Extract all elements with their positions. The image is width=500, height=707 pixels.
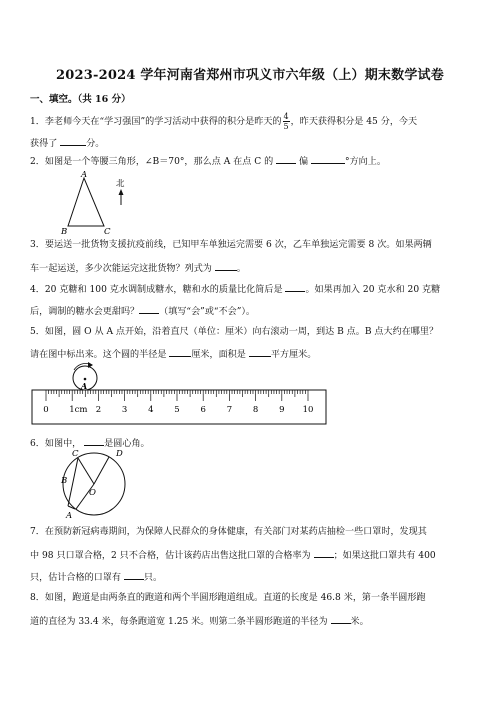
ruler-tick-label: 6 — [200, 405, 206, 415]
question-8-line-2 — [30, 614, 369, 628]
point-o-label: O — [89, 488, 96, 498]
q7-line3-end: 只。 — [143, 573, 163, 583]
segment-co — [78, 458, 94, 484]
point-a-label: A — [66, 511, 73, 521]
q2-text-c: °方向上。 — [345, 157, 386, 167]
ruler-tick-label: 3 — [121, 405, 128, 415]
point-a-label: A — [81, 381, 88, 391]
q1-text-before: 1．李老师今天在“学习强国”的学习活动中获得的积分是昨天的 — [30, 117, 282, 127]
segment-do — [94, 457, 109, 484]
point-d-label: D — [116, 449, 123, 459]
ruler-tick-label: 9 — [279, 405, 285, 415]
page-title: 2023-2024 学年河南省郑州市巩义市六年级（上）期末数学试卷 — [56, 68, 444, 83]
q5-line2-end: 平方厘米。 — [270, 350, 317, 360]
ruler-tick-label: 1cm — [69, 405, 88, 415]
q5-line2-mid: 厘米，面积是 — [191, 350, 246, 360]
point-b-label: B — [61, 476, 68, 486]
vertex-a-label: A — [81, 170, 88, 180]
vertex-c-label: C — [104, 227, 111, 237]
q8-line2-end: 米。 — [350, 617, 369, 627]
vertex-b-label: B — [61, 227, 68, 237]
ruler-tick-label: 0 — [43, 405, 49, 415]
ruler-tick-label: 2 — [95, 405, 102, 415]
q6-text-a: 6．如图中， — [30, 439, 82, 449]
q1-text-after: ，昨天获得积分是 45 分，今天 — [290, 117, 418, 127]
question-8-line-1: 8．如图，跑道是由两条直的跑道和两个半圆形跑道组成。直道的长度是 46.8 米，第一条半圆形跑 — [30, 593, 426, 603]
q2-text-b: 偏 — [298, 157, 309, 167]
q7-line2-end: ；如果这批口罩共有 400 — [333, 551, 436, 561]
q3-line2-end: 。 — [236, 264, 246, 274]
question-7-line-3 — [30, 570, 162, 584]
question-7-line-2 — [30, 548, 436, 562]
point-c-label: C — [72, 449, 79, 459]
q8-line2-start: 道的直径为 33.4 米，每条跑道宽 1.25 米。则第二条半圆形跑道的半径为 — [30, 617, 328, 627]
answer-blank[interactable] — [124, 570, 144, 580]
q5-line2-start: 请在图中标出来。这个圆的半径是 — [30, 350, 167, 360]
q4-line1-end: 。如果再加入 20 克水和 20 克糖 — [305, 285, 441, 295]
q6-text-b: 是圆心角。 — [104, 439, 150, 449]
q1-line2-end: 分。 — [86, 139, 105, 149]
q4-line1-start: 4．20 克糖和 100 克水调制成糖水，糖和水的质量比化简后是 — [30, 285, 283, 295]
q4-line2-start: 后，调制的糖水会更甜吗？ — [30, 307, 140, 317]
q1-line2-start: 获得了 — [30, 139, 58, 149]
answer-blank[interactable] — [331, 614, 351, 624]
question-5-line-1: 5．如图，圆 O 从 A 点开始，沿着直尺（单位：厘米）向右滚动一周，到达 B 点。B 点大约在哪里？ — [30, 327, 439, 337]
ruler-tick-label: 5 — [174, 405, 180, 415]
answer-blank[interactable] — [314, 548, 334, 558]
ruler-tick-label: 10 — [302, 405, 314, 415]
q7-line2-start: 中 98 只口罩合格，2 只不合格，估计该药店出售这批口罩的合格率为 — [30, 551, 311, 561]
ruler-tick-label: 7 — [226, 405, 233, 415]
q2-text-a: 2．如图是一个等腰三角形，∠B＝70°，那么点 A 在点 C 的 — [30, 157, 274, 167]
q4-line2-end: （填写“会”或“不会”）。 — [159, 307, 256, 317]
fraction-numerator: 4 — [283, 112, 289, 121]
ruler-tick-label: 4 — [148, 405, 154, 415]
question-7-line-1: 7．在预防新冠病毒期间，为保障人民群众的身体健康，有关部门对某药店抽检一些口罩时，发现其 — [30, 527, 427, 537]
section-heading: 一、填空。（共 16 分） — [30, 94, 131, 105]
fraction-denominator: 5 — [283, 122, 289, 131]
q3-line2-start: 车一起运送，多少次能运完这批货物？列式为 — [30, 264, 212, 274]
north-label: 北 — [116, 179, 125, 189]
ruler-tick-label: 8 — [252, 405, 259, 415]
question-3-line-1: 3．要运送一批货物支援抗疫前线，已知甲车单独运完需要 6 次，乙车单独运完需要 8 次。如果两辆 — [30, 240, 432, 250]
q7-line3-start: 只，估计合格的口罩有 — [30, 573, 121, 583]
